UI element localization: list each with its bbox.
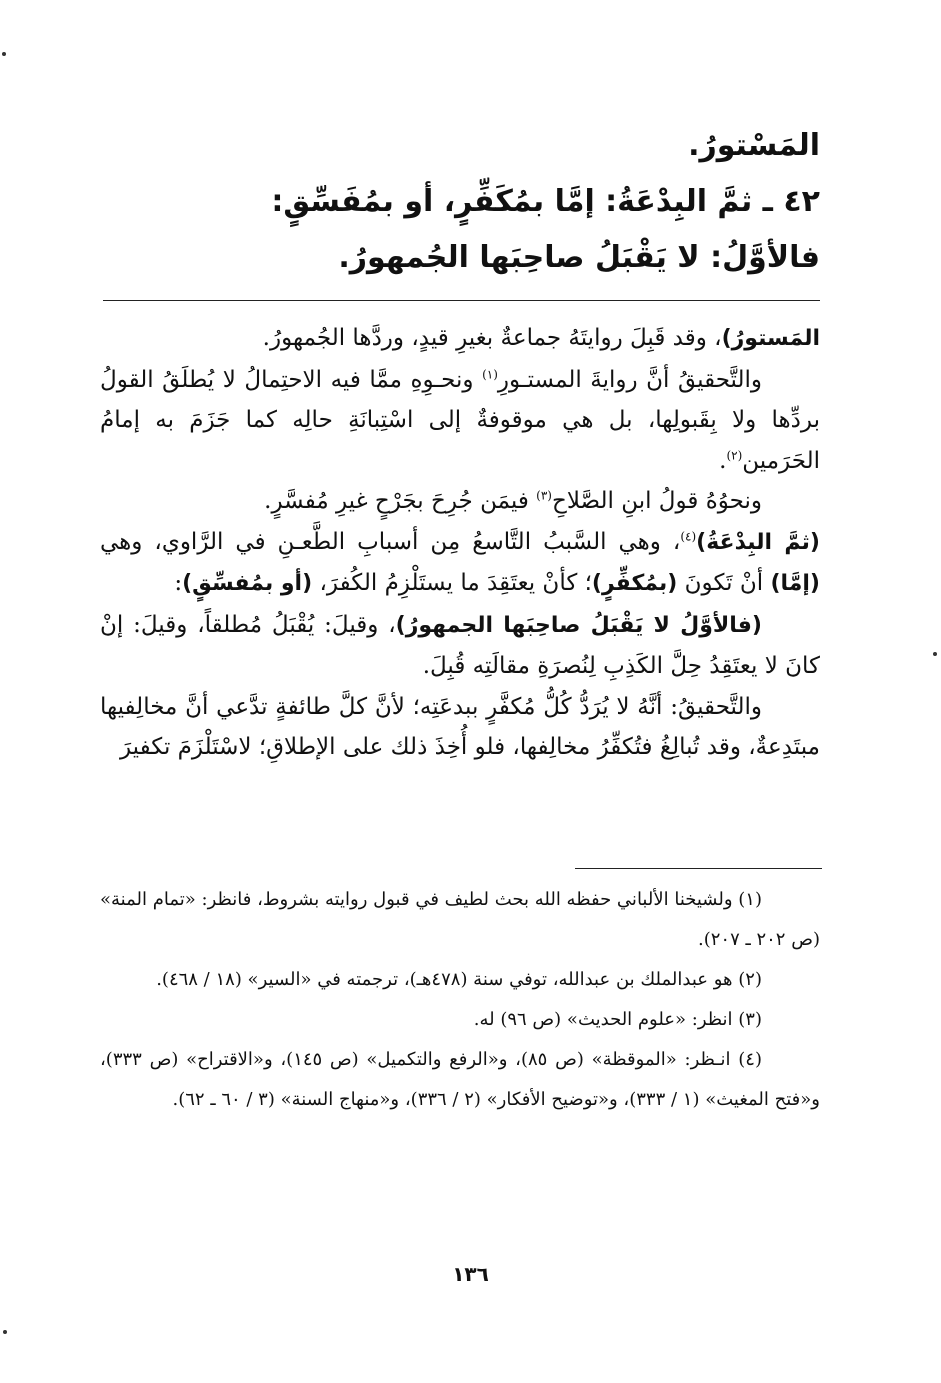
scan-speck (933, 652, 937, 656)
footnote: (١) ولشيخنا الألباني حفظه الله بحث لطيف في قبول روايته بشروط، فانظر: «تمام المنة» (ص ٢٠٢ ـ ٢٠٧). (100, 889, 820, 950)
matn-text (106, 118, 820, 286)
footnote-ref: (٢) (726, 447, 743, 462)
matn-line: فالأوَّلُ: لا يَقْبَلُ صاحِبَها الجُمهورُ. (338, 240, 820, 275)
footnote: (٣) انظر: «علوم الحديث» (ص ٩٦) له. (473, 1009, 762, 1030)
bold-quote: (ثمَّ البِدْعَةُ) (696, 529, 820, 555)
matn-line: المَسْتورُ. (688, 128, 820, 163)
footnote-ref: (٤) (680, 528, 697, 543)
sharh-paragraph: المَستورُ)، وقد قَبِلَ روايتَهُ جماعةٌ بغيرِ قيدٍ، وردَّها الجُمهورُ. (262, 325, 820, 351)
matn-separator (103, 300, 820, 301)
footnote-separator (575, 868, 822, 869)
sharh-paragraph: (فالأوَّلُ لا يَقْبَلُ صاحِبَها الجمهورُ)، وقيلَ: يُقْبَلُ مُطلقاً، وقيلَ: إنْ كانَ لا يعتَقِدُ حِلَّ الكَذِبِ لِنُصرَةِ مقالَتِه قُبِلَ. (100, 611, 820, 679)
footnote: (٢) هو عبدالملك بن عبدالله، توفي سنة (٤٧٨هـ)، ترجمته في «السير» (١٨ / ٤٦٨). (156, 969, 762, 990)
footnotes (100, 880, 820, 1120)
bold-quote: (أو بمُفسِّقٍ) (182, 571, 313, 596)
bold-quote: (فالأوَّلُ لا يَقْبَلُ صاحِبَها الجمهورُ) (395, 612, 762, 638)
footnote-ref: (٣) (536, 488, 552, 503)
footnote-ref: (١) (482, 366, 498, 381)
sharh-paragraph: والتَّحقيقُ أنَّ روايةَ المستـورِ$^{(١)}$ ونحـوِهِ ممَّا فيه الاحتِمالُ لا يُطلَقُ القولُ بردِّها ولا بِقَبولِها، بل هي موقوفةٌ إلى اسْتِبانَةِ حالِه كما جَزَمَ به إمامُ الحَرَمين$^{(٢)}$. (100, 366, 820, 474)
bold-quote: المَستورُ) (721, 326, 820, 351)
sharh-text (100, 318, 820, 768)
sharh-paragraph: (ثمَّ البِدْعَةُ)$^{(٤)}$، وهي السَّببُ التَّاسعُ مِن أسبابِ الطَّعـنِ في الرَّاوي، وهي (إمَّا) أنْ تَكونَ (بمُكفِّرٍ)؛ كأنْ يعتَقِدَ ما يستَلْزِمُ الكُفرَ، (أو بمُفسِّقٍ): (100, 528, 820, 596)
footnote: (٤) انـظر: «الموقظة» (ص ٨٥)، و«الرفع والتكميل» (ص ١٤٥)، و«الاقتراح» (ص ٣٣٣)، و«فتح المغيث» (١ / ٣٣٣)، و«توضيح الأفكار» (٢ / ٣٣٦)، و«منهاج السنة» (٣ / ٦٠ ـ ٦٢). (100, 1049, 820, 1110)
sharh-paragraph: ونحوُهُ قولُ ابنِ الصَّلاحِ$^{(٣)}$ فيمَن جُرِحَ بجَرْحٍ غيرِ مُفسَّرٍ. (264, 488, 762, 514)
matn-line: ٤٢ ـ ثمَّ البِدْعَةُ: إمَّا بمُكَفِّرٍ، أو بمُفَسِّقٍ: (271, 184, 820, 219)
scan-speck (2, 52, 6, 56)
page-number: ١٣٦ (452, 1262, 489, 1286)
scan-speck (3, 1330, 7, 1334)
bold-quote: (إمَّا) (770, 571, 820, 596)
sharh-paragraph: والتَّحقيقُ: أنَّهُ لا يُرَدُّ كُلُّ مُكفَّرٍ ببدعَتِه؛ لأنَّ كلَّ طائفةٍ تدَّعي أنَّ مخالِفيها مبتَدِعةٌ، وقد تُبالِغُ فتُكفِّرُ مخالِفها، فلو أُخِذَ ذلك على الإطلاقِ؛ لاسْتَلْزَمَ تكفيرَ (100, 693, 820, 760)
bold-quote: (بمُكفِّرٍ) (591, 571, 678, 596)
